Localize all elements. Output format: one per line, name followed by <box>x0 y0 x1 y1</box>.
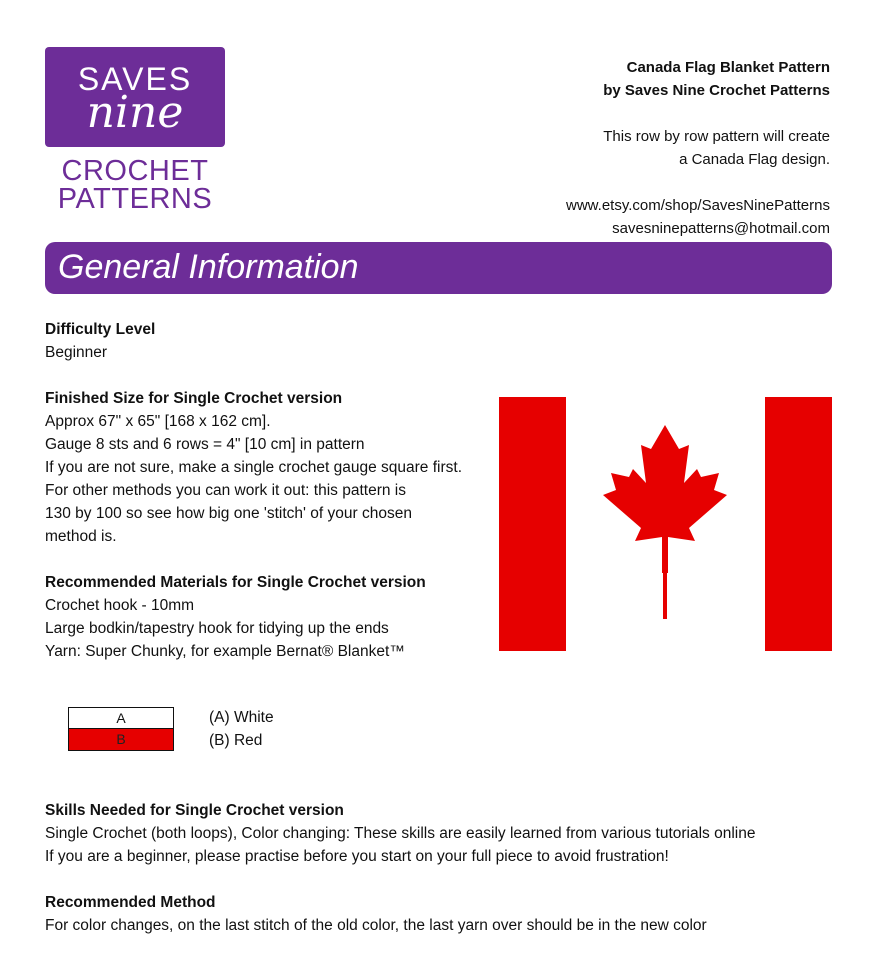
materials-line: Crochet hook - 10mm <box>45 597 195 614</box>
canada-flag-image <box>499 397 832 651</box>
legend-labels <box>209 706 274 752</box>
pattern-header <box>566 56 830 240</box>
pattern-title: Canada Flag Blanket Pattern <box>626 59 830 76</box>
finished-size-line: method is. <box>45 528 117 545</box>
logo-sub-line1: CROCHET <box>61 155 209 187</box>
difficulty-value: Beginner <box>45 344 108 361</box>
logo-subtitle <box>45 157 225 213</box>
skills-line: Single Crochet (both loops), Color changing: These skills are easily learned from various tutorials online <box>45 825 756 842</box>
finished-size-line: If you are not sure, make a single crochet gauge square first. <box>45 459 463 476</box>
skills-section <box>45 799 865 868</box>
pattern-description-line2: a Canada Flag design. <box>679 151 830 168</box>
flag-right-band <box>765 397 832 651</box>
logo-saves-text: SAVES <box>77 61 193 97</box>
logo-sub-line2: PATTERNS <box>57 183 213 215</box>
shop-link[interactable]: www.etsy.com/shop/SavesNinePatterns <box>565 197 830 214</box>
materials-line: Yarn: Super Chunky, for example Bernat® Blanket™ <box>45 643 405 660</box>
legend-label-b: (B) Red <box>209 732 263 749</box>
skills-and-method <box>45 799 865 937</box>
legend-label-a: (A) White <box>209 709 274 726</box>
section-title: General Information <box>58 248 359 286</box>
method-heading: Recommended Method <box>45 894 216 911</box>
finished-size-line: For other methods you can work it out: this pattern is <box>45 482 406 499</box>
difficulty-section <box>45 318 845 364</box>
section-banner <box>45 242 832 294</box>
method-line: For color changes, on the last stitch of the old color, the last yarn over should be in the new color <box>45 917 707 934</box>
finished-size-line: Approx 67" x 65" [168 x 162 cm]. <box>45 413 271 430</box>
skills-heading: Skills Needed for Single Crochet version <box>45 802 344 819</box>
color-swatch-b: B <box>68 729 174 751</box>
logo-badge <box>45 47 225 147</box>
skills-line: If you are a beginner, please practise before you start on your full piece to avoid frustration! <box>45 848 669 865</box>
materials-heading: Recommended Materials for Single Crochet version <box>45 574 426 591</box>
difficulty-heading: Difficulty Level <box>45 321 156 338</box>
brand-logo <box>45 47 227 213</box>
color-swatch-a: A <box>68 707 174 729</box>
pattern-author: by Saves Nine Crochet Patterns <box>603 82 830 99</box>
color-legend <box>68 707 274 751</box>
finished-size-line: Gauge 8 sts and 6 rows = 4" [10 cm] in pattern <box>45 436 365 453</box>
flag-left-band <box>499 397 566 651</box>
materials-line: Large bodkin/tapestry hook for tidying up the ends <box>45 620 389 637</box>
finished-size-heading: Finished Size for Single Crochet version <box>45 390 343 407</box>
contact-email[interactable]: savesninepatterns@hotmail.com <box>612 220 830 237</box>
finished-size-line: 130 by 100 so see how big one 'stitch' of your chosen <box>45 505 412 522</box>
method-section <box>45 891 865 937</box>
logo-nine-text: nine <box>86 87 184 138</box>
pattern-description-line1: This row by row pattern will create <box>603 128 830 145</box>
